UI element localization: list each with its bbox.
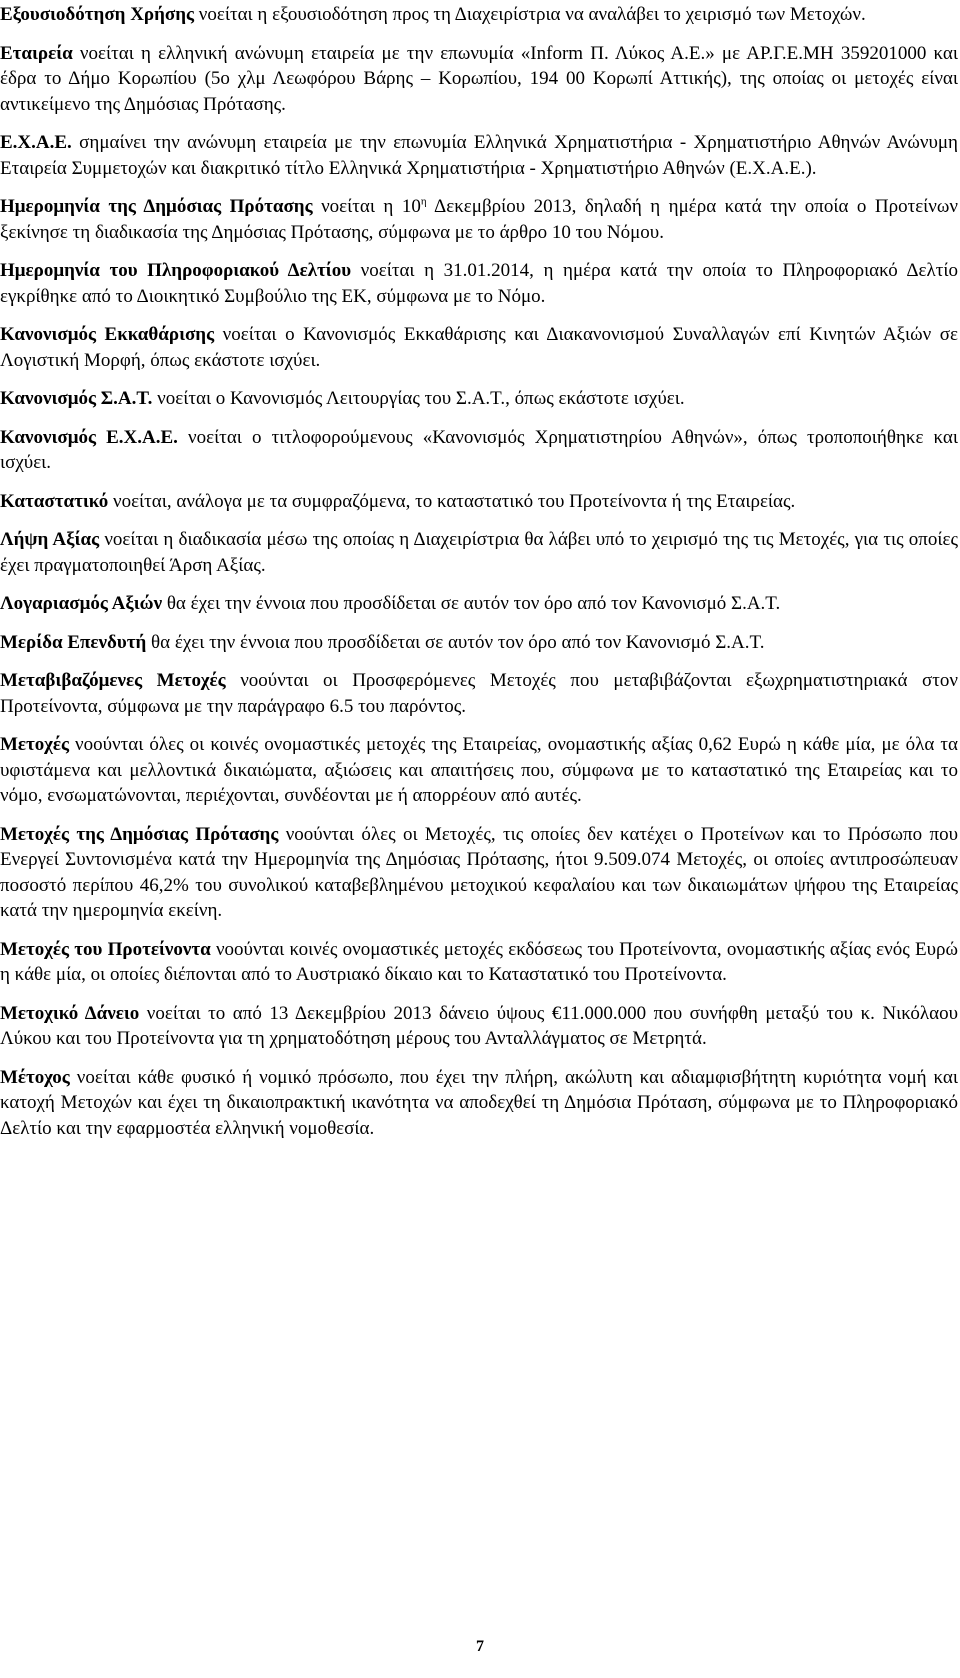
definition-term: Λογαριασμός Αξιών: [0, 593, 163, 614]
definition-paragraph: [0, 41, 958, 118]
definition-text: νοείται, ανάλογα με τα συμφραζόμενα, το καταστατικό του Προτείνοντα ή της Εταιρείας.: [108, 490, 796, 512]
definition-text: θα έχει την έννοια που προσδίδεται σε αυτόν τον όρο από τον Κανονισμό Σ.Α.Τ.: [162, 593, 781, 614]
definition-term: Κανονισμός Ε.Χ.Α.Ε.: [0, 426, 178, 448]
definition-term: Εξουσιοδότηση Χρήσης: [0, 4, 195, 25]
definition-text-before-superscript: νοείται η 10: [312, 196, 421, 217]
definition-paragraph: [0, 2, 958, 28]
definition-paragraph: [0, 194, 958, 245]
definition-paragraph: [0, 527, 958, 578]
definition-term: Μέτοχος: [0, 1066, 70, 1088]
definition-term: Εταιρεία: [0, 42, 73, 64]
definition-term: Μετοχές: [0, 734, 69, 755]
definition-text: νοείται η εξουσιοδότηση προς τη Διαχειρίστρια να αναλάβει το χειρισμό των Μετοχών.: [194, 4, 866, 25]
definition-paragraph: [0, 130, 958, 181]
definition-text: Δεκεμβρίου 2013, δηλαδή η ημέρα κατά την οποία ο Προτείνων ξεκίνησε τη διαδικασία της Δημόσιας Πρότασης, σύμφωνα με το άρθρο 10 του Νόμου.: [0, 196, 958, 243]
definition-paragraph: [0, 937, 958, 988]
definition-term: Μετοχές του Προτείνοντα: [0, 938, 211, 960]
definition-term: Μετοχές της Δημόσιας Πρότασης: [0, 823, 279, 845]
definition-text: νοούνται κοινές ονομαστικές μετοχές εκδόσεως του Προτείνοντα, ονομαστικής αξίας ενός Ευρώ η κάθε μία, οι οποίες διέπονται από το Αυστριακό δίκαιο και το Καταστατικό του Προτείνοντα.: [0, 938, 958, 985]
definition-paragraph: [0, 591, 958, 617]
definition-text: νοείται ο Κανονισμός Εκκαθάρισης και Διακανονισμού Συναλλαγών επί Κινητών Αξιών σε Λογιστική Μορφή, όπως εκάστοτε ισχύει.: [0, 324, 958, 371]
definition-paragraph: [0, 386, 958, 412]
definition-term: Λήψη Αξίας: [0, 529, 100, 550]
definition-term: Ε.Χ.Α.Ε.: [0, 132, 72, 153]
page-number: 7: [476, 1638, 484, 1655]
definition-text: θα έχει την έννοια που προσδίδεται σε αυτόν τον όρο από τον Κανονισμό Σ.Α.Τ.: [146, 631, 765, 653]
definition-paragraph: [0, 258, 958, 309]
definition-text: νοείται κάθε φυσικό ή νομικό πρόσωπο, που έχει την πλήρη, ακώλυτη και αδιαμφισβήτητη κυριότητα νομή και κατοχή Μετοχών και έχει τη δικαιοπρακτική ικανότητα να αποδεχθεί τη Δημόσια Πρόταση, σύμφωνα με το Πληροφοριακό Δελτίο και την εφαρμοστέα ελληνική νομοθεσία.: [0, 1066, 958, 1139]
definition-text: νοούνται όλες οι κοινές ονομαστικές μετοχές της Εταιρείας, ονομαστικής αξίας 0,62 Ευρώ η κάθε μία, με όλα τα υφιστάμενα και μελλοντικά δικαιώματα, αξιώσεις και απαιτήσεις που, σύμφωνα με το καταστατικό της Εταιρείας και το νόμο, ενσωματώνονται, περιέχονται, συνδέονται με ή απορρέουν από αυτές.: [0, 734, 958, 806]
definition-term: Καταστατικό: [0, 490, 109, 512]
definition-term: Ημερομηνία του Πληροφοριακού Δελτίου: [0, 260, 352, 281]
definition-text: νοούνται οι Προσφερόμενες Μετοχές που μεταβιβάζονται εξωχρηματιστηριακά στον Προτείνοντα, σύμφωνα με την παράγραφο 6.5 του παρόντος.: [0, 670, 958, 717]
definition-text: νοείται το από 13 Δεκεμβρίου 2013 δάνειο ύψους €11.000.000 που συνήφθη μεταξύ του κ. Νικόλαου Λύκου και του Προτείνοντα για τη χρηματοδότηση μέρους του Ανταλλάγματος σε Μετρητά.: [0, 1002, 958, 1049]
definition-text: νοείται ο τιτλοφορούμενους «Κανονισμός Χρηματιστηρίου Αθηνών», όπως τροποποιήθηκε και ισχύει.: [0, 426, 958, 473]
definition-paragraph: [0, 732, 958, 809]
definition-paragraph: [0, 425, 958, 476]
definition-text: νοείται ο Κανονισμός Λειτουργίας του Σ.Α.Τ., όπως εκάστοτε ισχύει.: [152, 388, 685, 409]
definitions-list: [0, 2, 958, 1154]
definition-paragraph: [0, 322, 958, 373]
definition-paragraph: [0, 1001, 958, 1052]
definition-term: Ημερομηνία της Δημόσιας Πρότασης: [0, 196, 313, 217]
definition-text: νοούνται όλες οι Μετοχές, τις οποίες δεν κατέχει ο Προτείνων και το Πρόσωπο που Ενεργεί Συντονισμένα κατά την Ημερομηνία της Δημόσιας Πρότασης, ήτοι 9.509.074 Μετοχές, οι οποίες αντιπροσώπευαν ποσοστό περίπου 46,2% του συνολικού καταβεβλημένου μετοχικού κεφαλαίου και των δικαιωμάτων ψήφου της Εταιρείας κατά την ημερομηνία εκείνη.: [0, 823, 958, 921]
definition-paragraph: [0, 668, 958, 719]
definition-text: νοείται η ελληνική ανώνυμη εταιρεία με την επωνυμία «Inform Π. Λύκος Α.Ε.» με ΑΡ.Γ.Ε.ΜΗ 359201000 και έδρα το Δήμο Κορωπίου (5ο χλμ Λεωφόρου Βάρης – Κορωπίου, 194 00 Κορωπί Αττικής), της οποίας οι μετοχές είναι αντικείμενο της Δημόσιας Πρότασης.: [0, 42, 958, 115]
definition-paragraph: [0, 1065, 958, 1142]
definition-term: Μερίδα Επενδυτή: [0, 631, 147, 653]
ordinal-superscript: η: [420, 195, 427, 208]
definition-text: σημαίνει την ανώνυμη εταιρεία με την επωνυμία Ελληνικά Χρηματιστήρια - Χρηματιστήριο Αθηνών Ανώνυμη Εταιρεία Συμμετοχών και διακριτικό τίτλο Ελληνικά Χρηματιστήρια - Χρηματιστήριο Αθηνών (Ε.Χ.Α.Ε.).: [0, 132, 958, 179]
definition-paragraph: [0, 489, 958, 515]
definition-term: Μετοχικό Δάνειο: [0, 1002, 140, 1024]
definition-term: Μεταβιβαζόμενες Μετοχές: [0, 670, 226, 691]
definition-term: Κανονισμός Σ.Α.Τ.: [0, 388, 153, 409]
definition-paragraph: [0, 822, 958, 924]
definition-text: νοείται η 31.01.2014, η ημέρα κατά την οποία το Πληροφοριακό Δελτίο εγκρίθηκε από το Διοικητικό Συμβούλιο της ΕΚ, σύμφωνα με το Νόμο.: [0, 260, 958, 307]
definition-term: Κανονισμός Εκκαθάρισης: [0, 324, 215, 345]
definition-text: νοείται η διαδικασία μέσω της οποίας η Διαχειρίστρια θα λάβει υπό το χειρισμό της τις Μετοχές, για τις οποίες έχει πραγματοποιηθεί Άρση Αξίας.: [0, 529, 958, 576]
definition-paragraph: [0, 630, 958, 656]
